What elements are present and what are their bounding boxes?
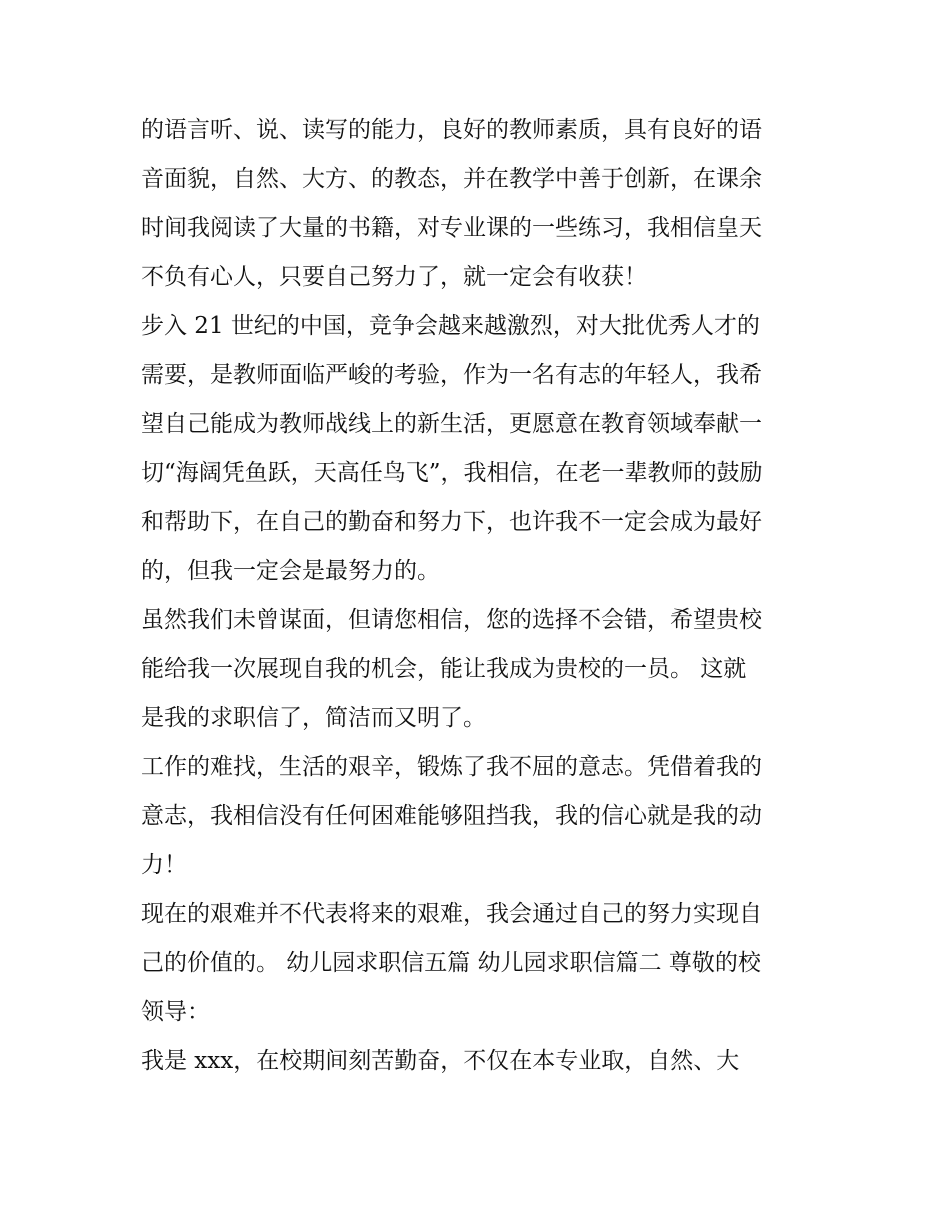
text-line: 工作的难找，生活的艰辛，锻炼了我不屈的意志。凭借着我的 <box>141 754 762 780</box>
text-line: 的语言听、说、读写的能力，良好的教师素质，具有良好的语 <box>141 117 762 143</box>
paragraph <box>141 106 821 302</box>
text-line: 音面貌，自然、大方、的教态，并在教学中善于创新，在课余 <box>141 166 762 192</box>
text-line: 是我的求职信了，简洁而又明了。 <box>141 705 486 731</box>
text-line: 切“海阔凭鱼跃，天高任鸟飞”，我相信，在老一辈教师的鼓励 <box>141 460 763 486</box>
text-line: 虽然我们未曾谋面，但请您相信，您的选择不会错，希望贵校 <box>141 607 762 633</box>
text-line: 能给我一次展现自我的机会，能让我成为贵校的一员。 这就 <box>141 656 747 682</box>
text-line: 己的价值的。 幼儿园求职信五篇 幼儿园求职信篇二 尊敬的校 <box>141 950 761 976</box>
text-line: 的，但我一定会是最努力的。 <box>141 558 440 584</box>
document-body <box>141 106 821 1086</box>
text-line: 领导： <box>141 999 210 1025</box>
text-line: 需要，是教师面临严峻的考验，作为一名有志的年轻人，我希 <box>141 362 762 388</box>
paragraph <box>141 890 821 1037</box>
paragraph <box>141 302 821 596</box>
paragraph <box>141 596 821 743</box>
text-line: 时间我阅读了大量的书籍，对专业课的一些练习，我相信皇天 <box>141 215 762 241</box>
text-line: 步入 21 世纪的中国，竞争会越来越激烈，对大批优秀人才的 <box>141 313 760 339</box>
text-line: 望自己能成为教师战线上的新生活，更愿意在教育领域奉献一 <box>141 411 762 437</box>
text-line: 力！ <box>141 852 187 878</box>
text-line: 不负有心人，只要自己努力了，就一定会有收获！ <box>141 264 647 290</box>
paragraph <box>141 743 821 890</box>
text-line: 我是 xxx，在校期间刻苦勤奋，不仅在本专业取，自然、大 <box>141 1048 740 1074</box>
text-line: 现在的艰难并不代表将来的艰难，我会通过自己的努力实现自 <box>141 901 762 927</box>
paragraph <box>141 1037 821 1086</box>
text-line: 意志，我相信没有任何困难能够阻挡我，我的信心就是我的动 <box>141 803 762 829</box>
text-line: 和帮助下，在自己的勤奋和努力下，也许我不一定会成为最好 <box>141 509 762 535</box>
